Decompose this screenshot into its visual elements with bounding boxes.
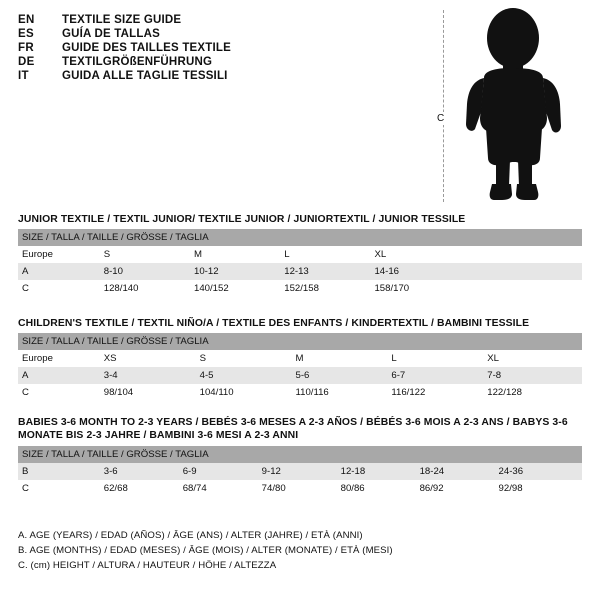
table-row: [18, 350, 582, 367]
cell: 68/74: [179, 480, 258, 497]
language-title-block: [18, 14, 438, 84]
cell: C: [18, 280, 100, 297]
table-row: [18, 367, 582, 384]
cell: XS: [100, 350, 196, 367]
section-title: CHILDREN'S TEXTILE / TEXTIL NIÑO/A / TEXTILE DES ENFANTS / KINDERTEXTIL / BAMBINI TESSILE: [18, 318, 530, 329]
cell: M: [292, 350, 388, 367]
cell: 3-6: [100, 463, 179, 480]
cell: Europe: [18, 350, 100, 367]
language-code: IT: [18, 70, 29, 82]
table-header-row: [18, 333, 582, 350]
measure-label-c: C: [437, 113, 445, 124]
cell: 62/68: [100, 480, 179, 497]
legend-notes: [18, 530, 578, 575]
section-title: BABIES 3-6 MONTH TO 2-3 YEARS / BEBÉS 3-6 MESES A 2-3 AÑOS / BÉBÉS 3-6 MOIS A 2-3 ANS / BABYS 3-6 MONATE BIS 2-3 JAHRE / BAMBINI 3-6 MESI A 2-3 ANNI: [18, 417, 568, 441]
table-header-row: [18, 446, 582, 463]
junior-size-table: [18, 229, 582, 297]
language-title: GUÍA DE TALLAS: [62, 28, 160, 40]
cell: A: [18, 263, 100, 280]
height-measure-figure: [430, 8, 580, 208]
language-title: GUIDE DES TAILLES TEXTILE: [62, 42, 231, 54]
table-row: [18, 246, 582, 263]
language-row: [18, 14, 438, 26]
cell: 128/140: [100, 280, 190, 297]
language-title: GUIDA ALLE TAGLIE TESSILI: [62, 70, 228, 82]
language-title: TEXTILGRÖßENFÜHRUNG: [62, 56, 213, 68]
table-row: [18, 480, 582, 497]
cell: 116/122: [387, 384, 483, 401]
toddler-silhouette-icon: [454, 8, 574, 204]
cell: L: [387, 350, 483, 367]
cell: 74/80: [258, 480, 337, 497]
cell: 6-9: [179, 463, 258, 480]
cell: C: [18, 384, 100, 401]
language-title: TEXTILE SIZE GUIDE: [62, 14, 182, 26]
language-code: ES: [18, 28, 34, 40]
section-title: JUNIOR TEXTILE / TEXTIL JUNIOR/ TEXTILE JUNIOR / JUNIORTEXTIL / JUNIOR TESSILE: [18, 214, 466, 225]
cell: 152/158: [280, 280, 370, 297]
cell: S: [196, 350, 292, 367]
table-row: [18, 263, 582, 280]
babies-size-table: [18, 446, 582, 497]
cell: 122/128: [483, 384, 582, 401]
language-code: FR: [18, 42, 34, 54]
cell: C: [18, 480, 100, 497]
cell: XL: [483, 350, 582, 367]
children-size-table: [18, 333, 582, 401]
language-row: [18, 56, 438, 68]
cell: 98/104: [100, 384, 196, 401]
cell: 9-12: [258, 463, 337, 480]
cell: 158/170: [370, 280, 460, 297]
cell: 80/86: [337, 480, 416, 497]
cell: 110/116: [292, 384, 388, 401]
cell: 18-24: [416, 463, 495, 480]
cell: 86/92: [416, 480, 495, 497]
cell: 14-16: [370, 263, 460, 280]
cell: 10-12: [190, 263, 280, 280]
cell: XL: [370, 246, 460, 263]
cell: 12-18: [337, 463, 416, 480]
language-row: [18, 70, 438, 82]
section-babies: [18, 416, 582, 497]
cell: 4-5: [196, 367, 292, 384]
table-row: [18, 280, 582, 297]
language-row: [18, 28, 438, 40]
language-row: [18, 42, 438, 54]
legend-note: C. (cm) HEIGHT / ALTURA / HAUTEUR / HÖHE / ALTEZZA: [18, 560, 277, 571]
cell: B: [18, 463, 100, 480]
legend-note: B. AGE (MONTHS) / EDAD (MESES) / ÂGE (MOIS) / ALTER (MONATE) / ETÀ (MESI): [18, 545, 393, 556]
cell: L: [280, 246, 370, 263]
cell: [461, 263, 582, 280]
legend-note: A. AGE (YEARS) / EDAD (AÑOS) / ÂGE (ANS) / ALTER (JAHRE) / ETÀ (ANNI): [18, 530, 363, 541]
size-header-label: SIZE / TALLA / TAILLE / GRÖSSE / TAGLIA: [18, 333, 582, 350]
cell: Europe: [18, 246, 100, 263]
table-row: [18, 384, 582, 401]
cell: 24-36: [495, 463, 582, 480]
cell: 3-4: [100, 367, 196, 384]
section-junior: [18, 214, 582, 297]
cell: M: [190, 246, 280, 263]
cell: 92/98: [495, 480, 582, 497]
cell: [461, 280, 582, 297]
cell: 140/152: [190, 280, 280, 297]
cell: [461, 246, 582, 263]
table-row: [18, 463, 582, 480]
cell: 6-7: [387, 367, 483, 384]
cell: S: [100, 246, 190, 263]
language-code: EN: [18, 14, 35, 26]
cell: 104/110: [196, 384, 292, 401]
size-header-label: SIZE / TALLA / TAILLE / GRÖSSE / TAGLIA: [18, 229, 582, 246]
cell: A: [18, 367, 100, 384]
cell: 8-10: [100, 263, 190, 280]
cell: 12-13: [280, 263, 370, 280]
cell: 7-8: [483, 367, 582, 384]
size-header-label: SIZE / TALLA / TAILLE / GRÖSSE / TAGLIA: [18, 446, 582, 463]
language-code: DE: [18, 56, 35, 68]
table-header-row: [18, 229, 582, 246]
cell: 5-6: [292, 367, 388, 384]
section-children: [18, 318, 582, 401]
measure-guide-line: [443, 10, 444, 202]
